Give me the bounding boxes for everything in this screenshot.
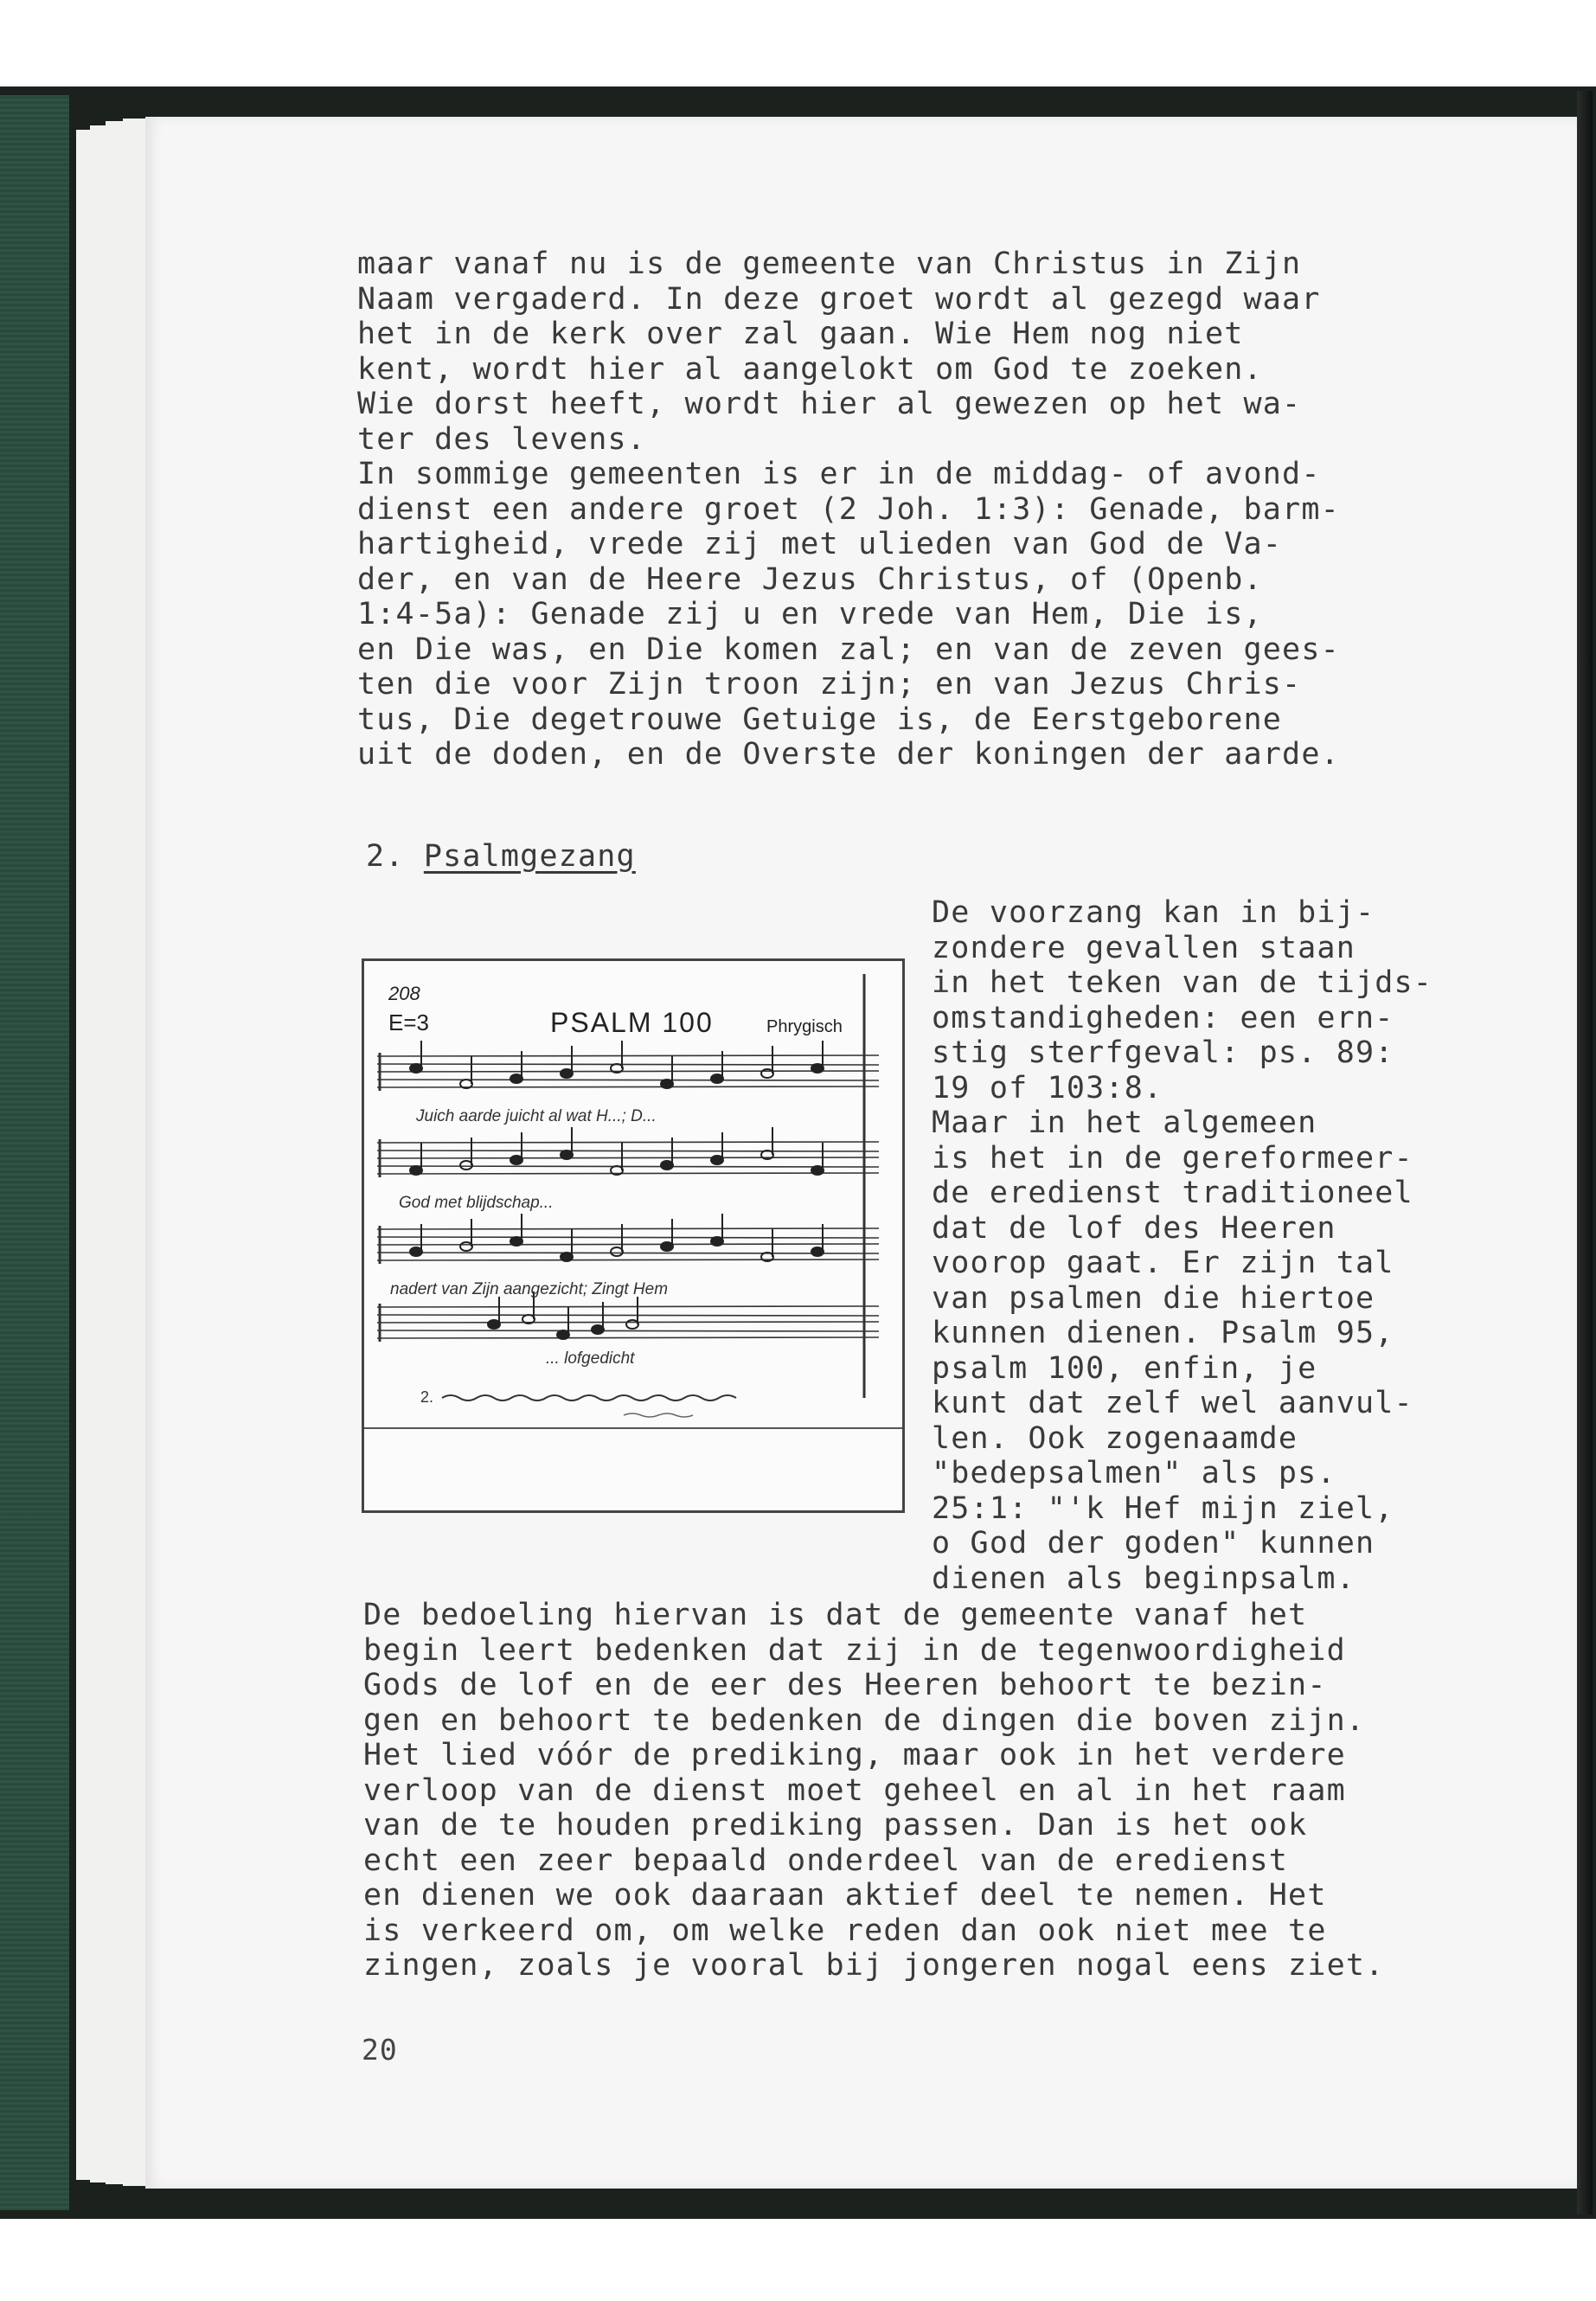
text-line: len. Ook zogenaamde	[932, 1420, 1298, 1456]
text-line: kent, wordt hier al aangelokt om God te zoeken.	[357, 351, 1263, 387]
staff-line	[377, 1150, 879, 1151]
lyric-line: nadert van Zijn aangezicht; Zingt Hem	[390, 1280, 669, 1298]
staff-line	[377, 1306, 879, 1307]
note-head	[811, 1166, 824, 1175]
note-head	[510, 1074, 522, 1083]
text-line: Wie dorst heeft, wordt hier al gewezen op het wa-	[357, 387, 1302, 421]
text-line: echt een zeer bepaald onderdeel van de eredienst	[363, 1843, 1289, 1878]
section-heading	[366, 839, 636, 874]
section-number: 2.	[366, 839, 405, 874]
bottom-paragraph	[363, 1598, 1384, 1984]
staff-line	[377, 1244, 879, 1245]
text-line: o God der goden" kunnen	[932, 1526, 1375, 1561]
staff-line	[377, 1086, 879, 1087]
staff-line	[377, 1055, 879, 1056]
text-line: Maar in het algemeen	[932, 1106, 1317, 1140]
verse-number: 2.	[420, 1388, 434, 1406]
staff-line	[377, 1237, 879, 1238]
text-line: psalm 100, enfin, je	[932, 1350, 1317, 1386]
lyric-line: God met blijdschap...	[399, 1194, 554, 1212]
note-head	[611, 1247, 623, 1256]
staff-line	[377, 1173, 879, 1174]
score-number: 208	[388, 983, 420, 1004]
section-title: Psalmgezang	[423, 839, 636, 874]
text-line: gen en behoort te bedenken de dingen die boven zijn.	[363, 1702, 1366, 1738]
scribble-line	[624, 1413, 693, 1417]
book-right-edge	[1577, 91, 1593, 2214]
text-line: is verkeerd om, om welke reden dan ook niet mee te	[363, 1913, 1327, 1948]
text-line: zondere gevallen staan	[932, 930, 1356, 965]
text-line: 19 of 103:8.	[932, 1070, 1163, 1106]
staff-line	[377, 1157, 879, 1158]
staff-line	[377, 1064, 879, 1065]
staff-line	[377, 1166, 879, 1167]
scribble-line	[442, 1395, 736, 1400]
text-line: 1:4-5a): Genade zij u en vrede van Hem, Die is,	[357, 597, 1263, 631]
side-paragraph	[932, 895, 1433, 1596]
lyric-line: Juich aarde juicht al wat H...; D...	[416, 1107, 657, 1125]
text-line: het in de kerk over zal gaan. Wie Hem nog niet	[357, 317, 1244, 351]
note-head	[460, 1242, 472, 1251]
score-key: E=3	[388, 1009, 429, 1035]
note-head	[410, 1166, 422, 1175]
text-line: "bedepsalmen" als ps.	[932, 1456, 1336, 1490]
text-line: Naam vergaderd. In deze groet wordt al gezegd waar	[357, 281, 1321, 317]
text-line: maar vanaf nu is de gemeente van Christus in Zijn	[357, 247, 1302, 281]
text-line: Het lied vóór de prediking, maar ook in het verdere	[363, 1738, 1346, 1772]
note-head	[557, 1330, 569, 1339]
staff-line	[377, 1071, 879, 1072]
note-head	[510, 1237, 522, 1246]
text-line: en dienen we ook daaraan aktief deel te nemen. Het	[363, 1878, 1327, 1913]
note-head	[488, 1320, 500, 1329]
note-head	[661, 1161, 673, 1170]
text-line: zingen, zoals je vooral bij jongeren nogal eens ziet.	[363, 1948, 1385, 1983]
text-line: verloop van de dienst moet geheel en al in het raam	[363, 1772, 1346, 1808]
text-line: van de te houden prediking passen. Dan is het ook	[363, 1808, 1308, 1843]
text-line: omstandigheden: een ern-	[932, 1000, 1394, 1035]
staff-line	[377, 1142, 879, 1143]
text-line: is het in de gereformeer-	[932, 1140, 1413, 1176]
text-line: der, en van de Heere Jezus Christus, of (Openb.	[357, 561, 1263, 597]
text-line: In sommige gemeenten is er in de middag- of avond-	[357, 457, 1321, 491]
text-line: uit de doden, en de Overste der koningen der aarde.	[357, 737, 1340, 772]
text-line: kunt dat zelf wel aanvul-	[932, 1386, 1413, 1420]
staff-line	[377, 1259, 879, 1260]
staff-line	[377, 1315, 879, 1316]
score-mode: Phrygisch	[766, 1017, 843, 1036]
text-line: stig sterfgeval: ps. 89:	[932, 1035, 1394, 1070]
page-number: 20	[362, 2033, 398, 2067]
note-head	[510, 1156, 522, 1164]
note-head	[592, 1325, 604, 1334]
note-head	[711, 1237, 723, 1246]
text-line: De bedoeling hiervan is dat de gemeente vanaf het	[363, 1598, 1308, 1632]
note-head	[561, 1069, 573, 1078]
book-spine	[0, 95, 69, 2210]
psalm-score-image	[362, 958, 905, 1513]
text-line: van psalmen die hiertoe	[932, 1280, 1375, 1316]
top-paragraph	[357, 247, 1340, 772]
text-line: kunnen dienen. Psalm 95,	[932, 1316, 1394, 1350]
lyric-line: ... lofgedicht	[546, 1349, 635, 1368]
note-head	[811, 1064, 824, 1073]
text-line: dienst een andere groet (2 Joh. 1:3): Genade, barm-	[357, 491, 1340, 527]
staff-line	[377, 1330, 879, 1331]
text-line: dat de lof des Heeren	[932, 1210, 1336, 1246]
text-line: de eredienst traditioneel	[932, 1176, 1413, 1210]
note-head	[626, 1320, 638, 1329]
text-line: Gods de lof en de eer des Heeren behoort te bezin-	[363, 1668, 1327, 1702]
text-line: hartigheid, vrede zij met ulieden van God de Va-	[357, 527, 1283, 561]
text-line: begin leert bedenken dat zij in de tegenwoordigheid	[363, 1632, 1346, 1668]
text-line: ter des levens.	[357, 421, 647, 457]
staff-line	[377, 1228, 879, 1229]
text-line: ten die voor Zijn troon zijn; en van Jezus Chris-	[357, 667, 1302, 702]
note-head	[561, 1253, 573, 1261]
text-line: dienen als beginpsalm.	[932, 1561, 1356, 1596]
text-line: en Die was, en Die komen zal; en van de zeven gees-	[357, 631, 1340, 667]
note-head	[661, 1080, 673, 1088]
note-head	[410, 1247, 422, 1256]
score-title: PSALM 100	[550, 1007, 714, 1038]
note-head	[661, 1242, 673, 1251]
text-line: voorop gaat. Er zijn tal	[932, 1246, 1394, 1280]
text-line: 25:1: "'k Hef mijn ziel,	[932, 1490, 1394, 1526]
note-head	[711, 1074, 723, 1083]
text-line: De voorzang kan in bij-	[932, 895, 1375, 930]
note-head	[811, 1247, 824, 1256]
note-head	[410, 1064, 422, 1073]
text-line: in het teken van de tijds-	[932, 965, 1433, 1000]
staff-line	[377, 1337, 879, 1338]
note-head	[711, 1156, 723, 1164]
note-head	[460, 1161, 472, 1170]
note-head	[561, 1150, 573, 1159]
text-line: tus, Die degetrouwe Getuige is, de Eerstgeborene	[357, 702, 1283, 737]
